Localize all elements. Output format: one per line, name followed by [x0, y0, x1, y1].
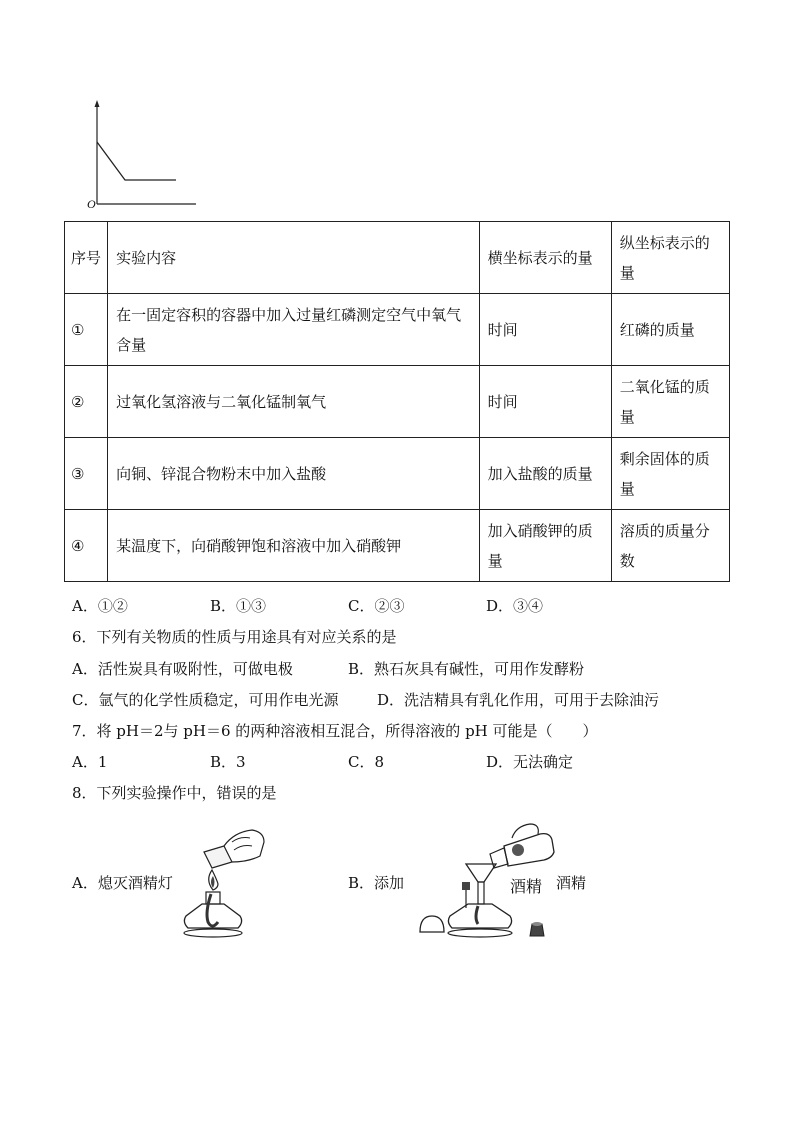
table-row [65, 438, 730, 510]
q5-option-a: A．①② [72, 597, 128, 615]
q5-option-c: C．②③ [348, 597, 405, 615]
row-content: 在一固定容积的容器中加入过量红磷测定空气中氧气含量 [108, 294, 480, 366]
q7-option-c: C．8 [348, 753, 385, 771]
q7-option-d: D．无法确定 [486, 753, 574, 771]
row-no: ② [65, 366, 108, 438]
row-x: 加入盐酸的质量 [479, 438, 611, 510]
row-content: 过氧化氢溶液与二氧化锰制氧气 [108, 366, 480, 438]
q5-option-d: D．③④ [486, 597, 544, 615]
y-axis-arrow [95, 100, 100, 107]
q7-stem: 7．将 pH＝2与 pH＝6 的两种溶液相互混合，所得溶液的 pH 可能是（ ） [72, 722, 598, 740]
q6-option-a: A．活性炭具有吸附性，可做电极 [72, 660, 293, 678]
line-graph [84, 98, 204, 216]
q8-option-b-label: B．添加 [348, 874, 405, 892]
table-row [65, 366, 730, 438]
row-content: 某温度下，向硝酸钾饱和溶液中加入硝酸钾 [108, 510, 480, 582]
row-y: 剩余固体的质量 [611, 438, 729, 510]
row-content: 向铜、锌混合物粉末中加入盐酸 [108, 438, 480, 510]
table-row [65, 294, 730, 366]
experiment-table [64, 221, 730, 582]
row-y: 二氧化锰的质量 [611, 366, 729, 438]
table-row [65, 510, 730, 582]
header-y: 纵坐标表示的量 [611, 222, 729, 294]
graph-curve [97, 142, 176, 180]
row-x: 时间 [479, 294, 611, 366]
q6-option-d: D．洗洁精具有乳化作用，可用于去除油污 [377, 691, 660, 709]
origin-label: O [87, 197, 96, 211]
row-y: 红磷的质量 [611, 294, 729, 366]
alcohol-lamp-extinguish-illustration [172, 822, 272, 942]
row-x: 时间 [479, 366, 611, 438]
row-no: ① [65, 294, 108, 366]
row-no: ③ [65, 438, 108, 510]
q8-stem: 8．下列实验操作中，错误的是 [72, 784, 277, 802]
q5-option-b: B．①③ [210, 597, 267, 615]
q6-option-c: C．氩气的化学性质稳定，可用作电光源 [72, 691, 339, 709]
row-x: 加入硝酸钾的质量 [479, 510, 611, 582]
q8-option-a-label: A．熄灭酒精灯 [72, 874, 173, 892]
header-no: 序号 [65, 222, 108, 294]
q8-option-b-tail: 酒精 [556, 874, 587, 892]
q7-option-a: A．1 [72, 753, 108, 771]
bottle-label: 酒精 [510, 877, 543, 896]
row-y: 溶质的质量分数 [611, 510, 729, 582]
header-x: 横坐标表示的量 [479, 222, 611, 294]
row-no: ④ [65, 510, 108, 582]
header-content: 实验内容 [108, 222, 480, 294]
q7-option-b: B．3 [210, 753, 246, 771]
q6-option-b: B．熟石灰具有碱性，可用作发酵粉 [348, 660, 585, 678]
q6-stem: 6．下列有关物质的性质与用途具有对应关系的是 [72, 628, 397, 646]
table-header-row [65, 222, 730, 294]
